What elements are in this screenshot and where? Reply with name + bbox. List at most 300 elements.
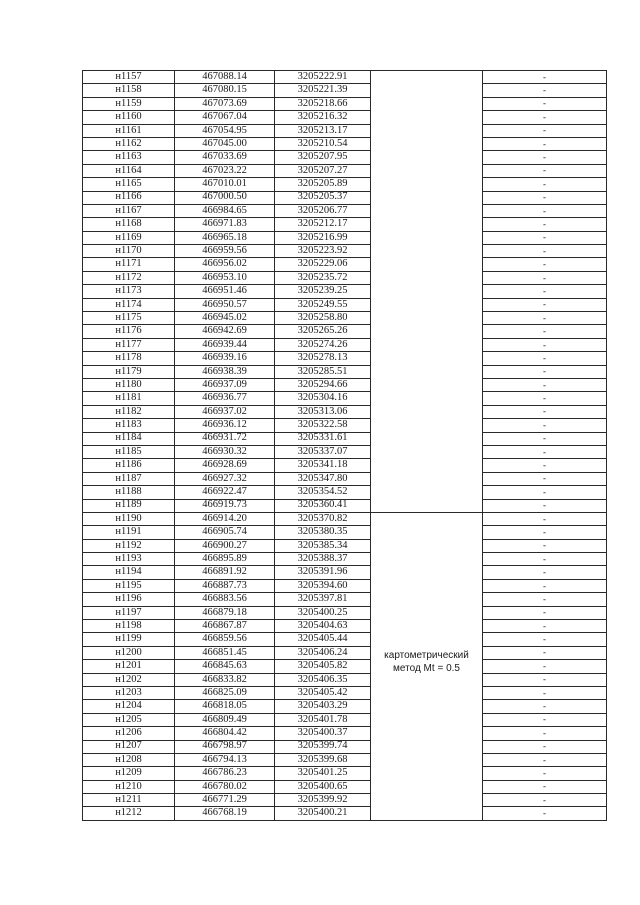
table-row <box>83 71 607 84</box>
y-coordinate-cell: 3205229.06 <box>275 258 371 271</box>
x-coordinate-cell: 466953.10 <box>175 271 275 284</box>
method-cell-empty <box>371 325 483 338</box>
table-row <box>83 298 607 311</box>
point-id-cell: н1209 <box>83 767 175 780</box>
accuracy-note-cell: - <box>483 499 607 512</box>
method-cell-empty <box>371 472 483 485</box>
method-cell-empty <box>371 365 483 378</box>
method-cell-empty <box>371 419 483 432</box>
table-row <box>83 593 607 606</box>
table-row <box>83 673 607 686</box>
accuracy-note-cell: - <box>483 646 607 659</box>
accuracy-note-cell: - <box>483 245 607 258</box>
table-row <box>83 472 607 485</box>
method-cell-empty <box>371 593 483 606</box>
accuracy-note-cell: - <box>483 218 607 231</box>
x-coordinate-cell: 466928.69 <box>175 459 275 472</box>
y-coordinate-cell: 3205337.07 <box>275 445 371 458</box>
accuracy-note-cell: - <box>483 84 607 97</box>
accuracy-note-cell: - <box>483 71 607 84</box>
table-row <box>83 807 607 820</box>
point-id-cell: н1166 <box>83 191 175 204</box>
y-coordinate-cell: 3205405.82 <box>275 660 371 673</box>
point-id-cell: н1206 <box>83 727 175 740</box>
y-coordinate-cell: 3205218.66 <box>275 97 371 110</box>
accuracy-note-cell: - <box>483 178 607 191</box>
point-id-cell: н1211 <box>83 794 175 807</box>
accuracy-note-cell: - <box>483 378 607 391</box>
method-cell-empty <box>371 71 483 84</box>
y-coordinate-cell: 3205347.80 <box>275 472 371 485</box>
y-coordinate-cell: 3205360.41 <box>275 499 371 512</box>
x-coordinate-cell: 466942.69 <box>175 325 275 338</box>
method-description: картометрический метод Mt = 0.5 <box>384 650 469 674</box>
y-coordinate-cell: 3205341.18 <box>275 459 371 472</box>
y-coordinate-cell: 3205331.61 <box>275 432 371 445</box>
y-coordinate-cell: 3205265.26 <box>275 325 371 338</box>
y-coordinate-cell: 3205397.81 <box>275 593 371 606</box>
accuracy-note-cell: - <box>483 633 607 646</box>
table-row <box>83 459 607 472</box>
x-coordinate-cell: 467010.01 <box>175 178 275 191</box>
x-coordinate-cell: 466938.39 <box>175 365 275 378</box>
x-coordinate-cell: 466965.18 <box>175 231 275 244</box>
accuracy-note-cell: - <box>483 97 607 110</box>
point-id-cell: н1208 <box>83 753 175 766</box>
point-id-cell: н1185 <box>83 445 175 458</box>
y-coordinate-cell: 3205399.92 <box>275 794 371 807</box>
point-id-cell: н1205 <box>83 713 175 726</box>
point-id-cell: н1184 <box>83 432 175 445</box>
accuracy-note-cell: - <box>483 231 607 244</box>
y-coordinate-cell: 3205207.27 <box>275 164 371 177</box>
method-cell-empty <box>371 459 483 472</box>
method-cell-empty <box>371 512 483 525</box>
x-coordinate-cell: 466845.63 <box>175 660 275 673</box>
accuracy-note-cell: - <box>483 566 607 579</box>
y-coordinate-cell: 3205406.35 <box>275 673 371 686</box>
method-cell-empty <box>371 97 483 110</box>
y-coordinate-cell: 3205313.06 <box>275 405 371 418</box>
method-cell-empty <box>371 807 483 820</box>
y-coordinate-cell: 3205205.89 <box>275 178 371 191</box>
table-row <box>83 419 607 432</box>
method-cell-empty <box>371 539 483 552</box>
x-coordinate-cell: 466927.32 <box>175 472 275 485</box>
y-coordinate-cell: 3205400.65 <box>275 780 371 793</box>
accuracy-note-cell: - <box>483 325 607 338</box>
method-cell-empty <box>371 124 483 137</box>
x-coordinate-cell: 466931.72 <box>175 432 275 445</box>
x-coordinate-cell: 466879.18 <box>175 606 275 619</box>
x-coordinate-cell: 467088.14 <box>175 71 275 84</box>
y-coordinate-cell: 3205304.16 <box>275 392 371 405</box>
accuracy-note-cell: - <box>483 539 607 552</box>
table-row <box>83 727 607 740</box>
method-cell-empty <box>371 780 483 793</box>
point-id-cell: н1159 <box>83 97 175 110</box>
y-coordinate-cell: 3205403.29 <box>275 700 371 713</box>
y-coordinate-cell: 3205406.24 <box>275 646 371 659</box>
x-coordinate-cell: 466859.56 <box>175 633 275 646</box>
method-cell-empty <box>371 151 483 164</box>
y-coordinate-cell: 3205285.51 <box>275 365 371 378</box>
table-row <box>83 660 607 673</box>
method-cell-empty <box>371 392 483 405</box>
table-row <box>83 84 607 97</box>
point-id-cell: н1212 <box>83 807 175 820</box>
table-row <box>83 486 607 499</box>
y-coordinate-cell: 3205401.78 <box>275 713 371 726</box>
table-row <box>83 97 607 110</box>
y-coordinate-cell: 3205400.21 <box>275 807 371 820</box>
table-row <box>83 740 607 753</box>
accuracy-note-cell: - <box>483 660 607 673</box>
table-row <box>83 512 607 525</box>
point-id-cell: н1201 <box>83 660 175 673</box>
accuracy-note-cell: - <box>483 593 607 606</box>
x-coordinate-cell: 466895.89 <box>175 553 275 566</box>
point-id-cell: н1204 <box>83 700 175 713</box>
method-cell-empty <box>371 794 483 807</box>
accuracy-note-cell: - <box>483 137 607 150</box>
accuracy-note-cell: - <box>483 740 607 753</box>
coordinates-table-body <box>83 71 607 821</box>
accuracy-note-cell: - <box>483 486 607 499</box>
y-coordinate-cell: 3205210.54 <box>275 137 371 150</box>
point-id-cell: н1165 <box>83 178 175 191</box>
x-coordinate-cell: 466804.42 <box>175 727 275 740</box>
y-coordinate-cell: 3205401.25 <box>275 767 371 780</box>
x-coordinate-cell: 466887.73 <box>175 579 275 592</box>
x-coordinate-cell: 466956.02 <box>175 258 275 271</box>
point-id-cell: н1183 <box>83 419 175 432</box>
table-row <box>83 245 607 258</box>
table-row <box>83 579 607 592</box>
y-coordinate-cell: 3205391.96 <box>275 566 371 579</box>
table-row <box>83 606 607 619</box>
point-id-cell: н1187 <box>83 472 175 485</box>
method-cell-empty <box>371 606 483 619</box>
accuracy-note-cell: - <box>483 553 607 566</box>
method-cell-empty <box>371 84 483 97</box>
method-cell-empty <box>371 111 483 124</box>
accuracy-note-cell: - <box>483 673 607 686</box>
accuracy-note-cell: - <box>483 191 607 204</box>
x-coordinate-cell: 467023.22 <box>175 164 275 177</box>
point-id-cell: н1200 <box>83 646 175 659</box>
point-id-cell: н1164 <box>83 164 175 177</box>
x-coordinate-cell: 466905.74 <box>175 526 275 539</box>
x-coordinate-cell: 466818.05 <box>175 700 275 713</box>
y-coordinate-cell: 3205278.13 <box>275 352 371 365</box>
x-coordinate-cell: 466891.92 <box>175 566 275 579</box>
point-id-cell: н1174 <box>83 298 175 311</box>
x-coordinate-cell: 466867.87 <box>175 620 275 633</box>
point-id-cell: н1194 <box>83 566 175 579</box>
coordinates-table <box>82 70 607 821</box>
point-id-cell: н1168 <box>83 218 175 231</box>
x-coordinate-cell: 466936.12 <box>175 419 275 432</box>
y-coordinate-cell: 3205294.66 <box>275 378 371 391</box>
table-row <box>83 767 607 780</box>
x-coordinate-cell: 466971.83 <box>175 218 275 231</box>
point-id-cell: н1189 <box>83 499 175 512</box>
method-cell-empty <box>371 686 483 699</box>
x-coordinate-cell: 466922.47 <box>175 486 275 499</box>
x-coordinate-cell: 466809.49 <box>175 713 275 726</box>
point-id-cell: н1192 <box>83 539 175 552</box>
method-cell-empty <box>371 285 483 298</box>
method-cell-empty <box>371 579 483 592</box>
y-coordinate-cell: 3205405.42 <box>275 686 371 699</box>
method-cell-empty <box>371 378 483 391</box>
y-coordinate-cell: 3205380.35 <box>275 526 371 539</box>
point-id-cell: н1169 <box>83 231 175 244</box>
y-coordinate-cell: 3205370.82 <box>275 512 371 525</box>
accuracy-note-cell: - <box>483 258 607 271</box>
accuracy-note-cell: - <box>483 767 607 780</box>
method-cell-empty <box>371 338 483 351</box>
point-id-cell: н1193 <box>83 553 175 566</box>
point-id-cell: н1190 <box>83 512 175 525</box>
accuracy-note-cell: - <box>483 727 607 740</box>
point-id-cell: н1170 <box>83 245 175 258</box>
accuracy-note-cell: - <box>483 606 607 619</box>
table-row <box>83 164 607 177</box>
method-cell-empty <box>371 312 483 325</box>
method-cell-empty <box>371 137 483 150</box>
accuracy-note-cell: - <box>483 472 607 485</box>
y-coordinate-cell: 3205206.77 <box>275 204 371 217</box>
y-coordinate-cell: 3205216.32 <box>275 111 371 124</box>
point-id-cell: н1171 <box>83 258 175 271</box>
accuracy-note-cell: - <box>483 526 607 539</box>
method-cell-empty <box>371 767 483 780</box>
accuracy-note-cell: - <box>483 780 607 793</box>
y-coordinate-cell: 3205400.37 <box>275 727 371 740</box>
accuracy-note-cell: - <box>483 459 607 472</box>
method-cell <box>371 646 483 674</box>
point-id-cell: н1188 <box>83 486 175 499</box>
accuracy-note-cell: - <box>483 111 607 124</box>
point-id-cell: н1163 <box>83 151 175 164</box>
accuracy-note-cell: - <box>483 312 607 325</box>
point-id-cell: н1157 <box>83 71 175 84</box>
x-coordinate-cell: 466939.44 <box>175 338 275 351</box>
y-coordinate-cell: 3205405.44 <box>275 633 371 646</box>
y-coordinate-cell: 3205221.39 <box>275 84 371 97</box>
accuracy-note-cell: - <box>483 365 607 378</box>
method-cell-empty <box>371 740 483 753</box>
y-coordinate-cell: 3205399.68 <box>275 753 371 766</box>
point-id-cell: н1182 <box>83 405 175 418</box>
point-id-cell: н1210 <box>83 780 175 793</box>
method-cell-empty <box>371 445 483 458</box>
table-row <box>83 753 607 766</box>
x-coordinate-cell: 466950.57 <box>175 298 275 311</box>
accuracy-note-cell: - <box>483 700 607 713</box>
table-row <box>83 499 607 512</box>
table-row <box>83 325 607 338</box>
accuracy-note-cell: - <box>483 445 607 458</box>
y-coordinate-cell: 3205400.25 <box>275 606 371 619</box>
x-coordinate-cell: 466771.29 <box>175 794 275 807</box>
point-id-cell: н1177 <box>83 338 175 351</box>
method-cell-empty <box>371 713 483 726</box>
y-coordinate-cell: 3205212.17 <box>275 218 371 231</box>
accuracy-note-cell: - <box>483 271 607 284</box>
y-coordinate-cell: 3205216.99 <box>275 231 371 244</box>
method-cell-empty <box>371 727 483 740</box>
x-coordinate-cell: 466984.65 <box>175 204 275 217</box>
y-coordinate-cell: 3205399.74 <box>275 740 371 753</box>
accuracy-note-cell: - <box>483 807 607 820</box>
method-cell-empty <box>371 633 483 646</box>
table-row <box>83 553 607 566</box>
x-coordinate-cell: 466951.46 <box>175 285 275 298</box>
point-id-cell: н1181 <box>83 392 175 405</box>
y-coordinate-cell: 3205249.55 <box>275 298 371 311</box>
y-coordinate-cell: 3205239.25 <box>275 285 371 298</box>
table-row <box>83 285 607 298</box>
y-coordinate-cell: 3205385.34 <box>275 539 371 552</box>
table-row <box>83 191 607 204</box>
table-row <box>83 780 607 793</box>
method-cell-empty <box>371 352 483 365</box>
method-cell-empty <box>371 191 483 204</box>
y-coordinate-cell: 3205207.95 <box>275 151 371 164</box>
x-coordinate-cell: 467000.50 <box>175 191 275 204</box>
y-coordinate-cell: 3205213.17 <box>275 124 371 137</box>
point-id-cell: н1197 <box>83 606 175 619</box>
table-row <box>83 231 607 244</box>
table-row <box>83 137 607 150</box>
accuracy-note-cell: - <box>483 392 607 405</box>
point-id-cell: н1178 <box>83 352 175 365</box>
x-coordinate-cell: 466936.77 <box>175 392 275 405</box>
point-id-cell: н1175 <box>83 312 175 325</box>
table-row <box>83 365 607 378</box>
x-coordinate-cell: 466937.09 <box>175 378 275 391</box>
method-cell-empty <box>371 753 483 766</box>
point-id-cell: н1160 <box>83 111 175 124</box>
x-coordinate-cell: 466900.27 <box>175 539 275 552</box>
table-row <box>83 218 607 231</box>
x-coordinate-cell: 467054.95 <box>175 124 275 137</box>
x-coordinate-cell: 466851.45 <box>175 646 275 659</box>
method-cell-empty <box>371 526 483 539</box>
method-cell-empty <box>371 432 483 445</box>
point-id-cell: н1202 <box>83 673 175 686</box>
table-row <box>83 178 607 191</box>
x-coordinate-cell: 466919.73 <box>175 499 275 512</box>
x-coordinate-cell: 467067.04 <box>175 111 275 124</box>
point-id-cell: н1191 <box>83 526 175 539</box>
accuracy-note-cell: - <box>483 285 607 298</box>
accuracy-note-cell: - <box>483 713 607 726</box>
table-row <box>83 151 607 164</box>
x-coordinate-cell: 466833.82 <box>175 673 275 686</box>
x-coordinate-cell: 466939.16 <box>175 352 275 365</box>
table-row <box>83 713 607 726</box>
table-row <box>83 392 607 405</box>
table-row <box>83 633 607 646</box>
table-row <box>83 271 607 284</box>
x-coordinate-cell: 467045.00 <box>175 137 275 150</box>
table-row <box>83 204 607 217</box>
point-id-cell: н1186 <box>83 459 175 472</box>
point-id-cell: н1167 <box>83 204 175 217</box>
x-coordinate-cell: 466959.56 <box>175 245 275 258</box>
accuracy-note-cell: - <box>483 579 607 592</box>
accuracy-note-cell: - <box>483 794 607 807</box>
table-row <box>83 566 607 579</box>
point-id-cell: н1180 <box>83 378 175 391</box>
accuracy-note-cell: - <box>483 338 607 351</box>
x-coordinate-cell: 467080.15 <box>175 84 275 97</box>
y-coordinate-cell: 3205404.63 <box>275 620 371 633</box>
y-coordinate-cell: 3205322.58 <box>275 419 371 432</box>
method-cell-empty <box>371 245 483 258</box>
point-id-cell: н1162 <box>83 137 175 150</box>
accuracy-note-cell: - <box>483 352 607 365</box>
table-row <box>83 378 607 391</box>
accuracy-note-cell: - <box>483 298 607 311</box>
point-id-cell: н1176 <box>83 325 175 338</box>
method-cell-empty <box>371 298 483 311</box>
table-row <box>83 700 607 713</box>
y-coordinate-cell: 3205394.60 <box>275 579 371 592</box>
x-coordinate-cell: 466768.19 <box>175 807 275 820</box>
method-cell-empty <box>371 258 483 271</box>
y-coordinate-cell: 3205354.52 <box>275 486 371 499</box>
method-cell-empty <box>371 405 483 418</box>
x-coordinate-cell: 467073.69 <box>175 97 275 110</box>
table-row <box>83 258 607 271</box>
method-cell-empty <box>371 218 483 231</box>
accuracy-note-cell: - <box>483 204 607 217</box>
table-row <box>83 338 607 351</box>
point-id-cell: н1173 <box>83 285 175 298</box>
table-row <box>83 124 607 137</box>
y-coordinate-cell: 3205235.72 <box>275 271 371 284</box>
table-row <box>83 312 607 325</box>
accuracy-note-cell: - <box>483 164 607 177</box>
table-row <box>83 526 607 539</box>
accuracy-note-cell: - <box>483 405 607 418</box>
table-row <box>83 445 607 458</box>
x-coordinate-cell: 467033.69 <box>175 151 275 164</box>
table-row <box>83 111 607 124</box>
table-row <box>83 352 607 365</box>
x-coordinate-cell: 466945.02 <box>175 312 275 325</box>
method-cell-empty <box>371 566 483 579</box>
y-coordinate-cell: 3205205.37 <box>275 191 371 204</box>
x-coordinate-cell: 466798.97 <box>175 740 275 753</box>
table-row <box>83 432 607 445</box>
point-id-cell: н1158 <box>83 84 175 97</box>
table-row <box>83 686 607 699</box>
y-coordinate-cell: 3205223.92 <box>275 245 371 258</box>
method-cell-empty <box>371 486 483 499</box>
accuracy-note-cell: - <box>483 753 607 766</box>
table-row <box>83 794 607 807</box>
accuracy-note-cell: - <box>483 620 607 633</box>
table-row <box>83 620 607 633</box>
x-coordinate-cell: 466937.02 <box>175 405 275 418</box>
method-cell-empty <box>371 204 483 217</box>
